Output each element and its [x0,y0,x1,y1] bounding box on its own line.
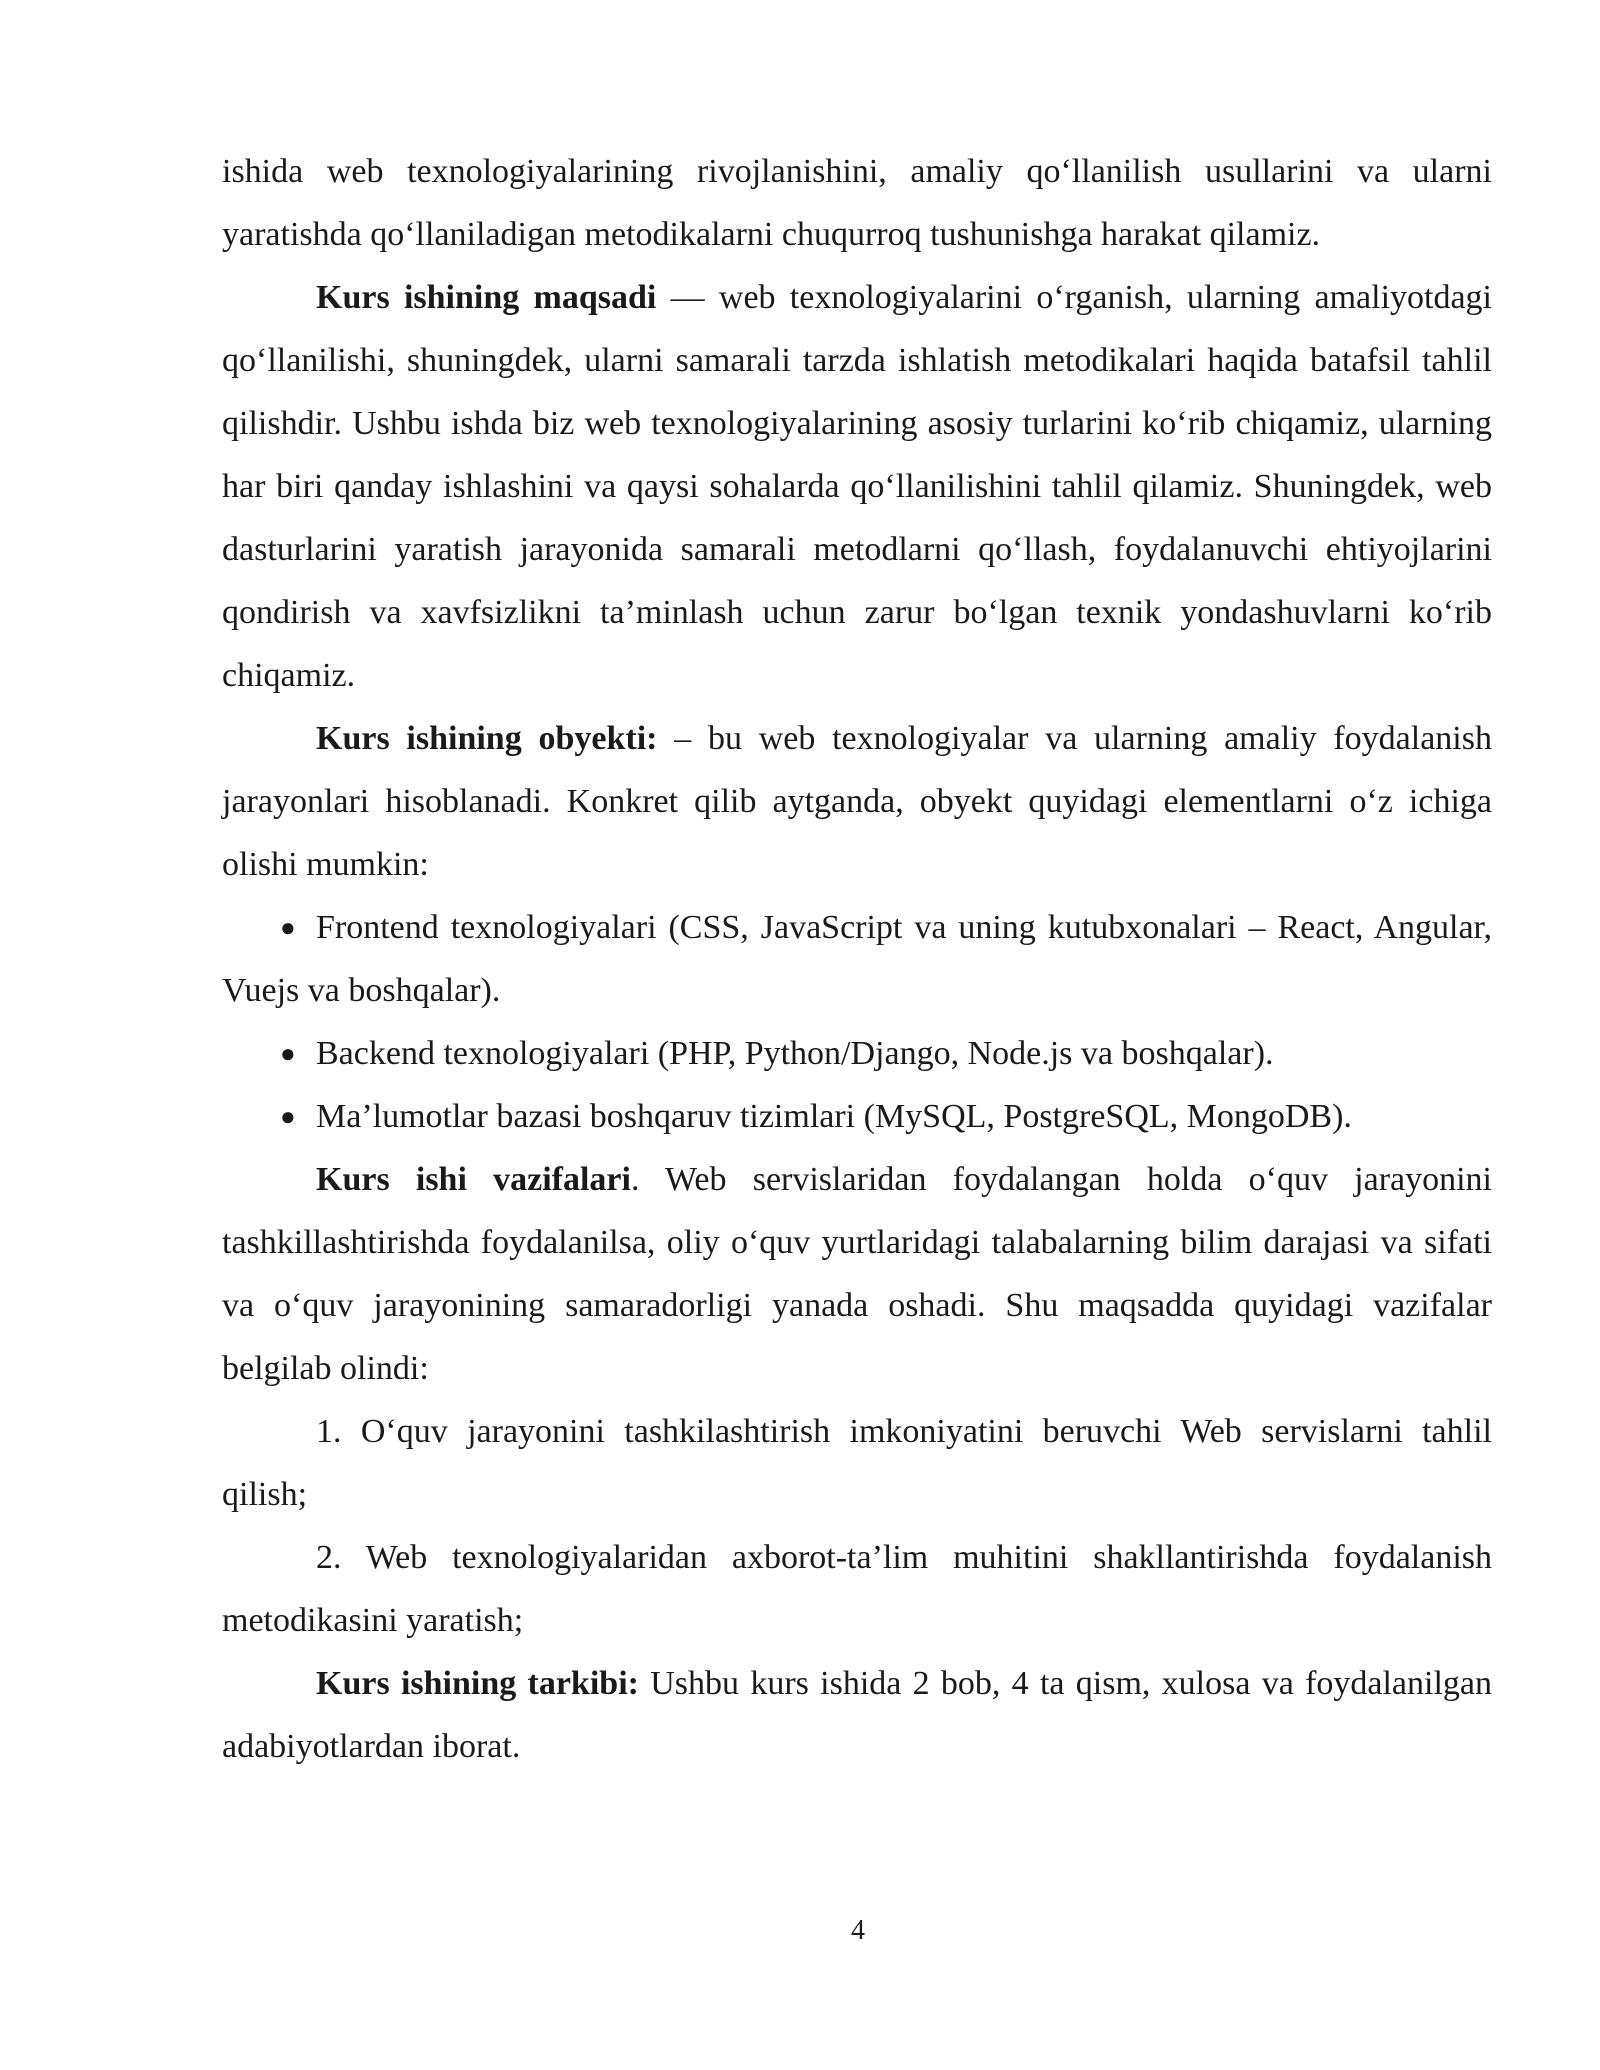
paragraph-text: Ushbu kurs ishida 2 bob, 4 ta qism, xulosa va foydalanilgan adabiyotlardan iborat. [222,1665,1493,1765]
heading-maqsadi: Kurs ishining maqsadi [316,279,657,316]
bullet-icon: ● [280,913,296,942]
paragraph-tarkibi [222,1652,1492,1778]
paragraph-text: – bu web texnologiyalar va ularning amaliy foydalanish jarayonlari hisoblanadi. Konkret qilib aytganda, obyekt quyidagi elementlarni o‘z ichiga olishi mumkin: [222,720,1492,883]
heading-obyekti: Kurs ishining obyekti: [316,720,658,757]
bullet-icon: ● [280,1039,296,1068]
bullet-text: Ma’lumotlar bazasi boshqaruv tizimlari (MySQL, PostgreSQL, MongoDB). [316,1098,1352,1135]
task-item-2 [222,1526,1492,1652]
bullet-text: Frontend texnologiyalari (CSS, JavaScript va uning kutubxonalari – React, Angular, Vuejs va boshqalar). [222,909,1492,1009]
bullet-icon: ● [280,1102,296,1131]
task-text: 1. O‘quv jarayonini tashkilashtirish imkoniyatini beruvchi Web servislarni tahlil qilish; [222,1413,1492,1513]
heading-vazifalari: Kurs ishi vazifalari [316,1161,631,1198]
paragraph-vazifalari [222,1148,1492,1400]
paragraph-text: . Web servislaridan foydalangan holda o‘quv jarayonini tashkillashtirishda foydalanilsa, oliy o‘quv yurtlaridagi talabalarning bilim darajasi va sifati va o‘quv jarayonining samaradorligi yanada oshadi. Shu maqsadda quyidagi vazifalar belgilab olindi: [222,1161,1492,1387]
paragraph-intro-continuation [222,140,1492,266]
page-number: 4 [851,1915,865,1946]
bullet-text: Backend texnologiyalari (PHP, Python/Django, Node.js va boshqalar). [316,1035,1274,1072]
paragraph-maqsadi [222,266,1492,707]
task-item-1 [222,1400,1492,1526]
paragraph-text: ishida web texnologiyalarining rivojlanishini, amaliy qo‘llanilish usullarini va ularni yaratishda qo‘llaniladigan metodikalarni chuqurroq tushunishga harakat qilamiz. [222,153,1492,253]
task-text: 2. Web texnologiyalaridan axborot-ta’lim muhitini shakllantirishda foydalanish metodikasini yaratish; [222,1539,1492,1639]
bullet-item-frontend [222,896,1492,1022]
page-body [222,140,1492,1778]
bullet-item-backend [222,1022,1492,1085]
paragraph-text: — web texnologiyalarini o‘rganish, ularning amaliyotdagi qo‘llanilishi, shuningdek, ularni samarali tarzda ishlatish metodikalari haqida batafsil tahlil qilishdir. Ushbu ishda biz web texnologiyalarining asosiy turlarini ko‘rib chiqamiz, ularning har biri qanday ishlashini va qaysi sohalarda qo‘llanilishini tahlil qilamiz. Shuningdek, web dasturlarini yaratish jarayonida samarali metodlarni qo‘llash, foydalanuvchi ehtiyojlarini qondirish va xavfsizlikni ta’minlash uchun zarur bo‘lgan texnik yondashuvlarni ko‘rib chiqamiz. [222,279,1492,694]
paragraph-obyekti [222,707,1492,896]
bullet-item-database [222,1085,1492,1148]
heading-tarkibi: Kurs ishining tarkibi: [316,1665,639,1702]
